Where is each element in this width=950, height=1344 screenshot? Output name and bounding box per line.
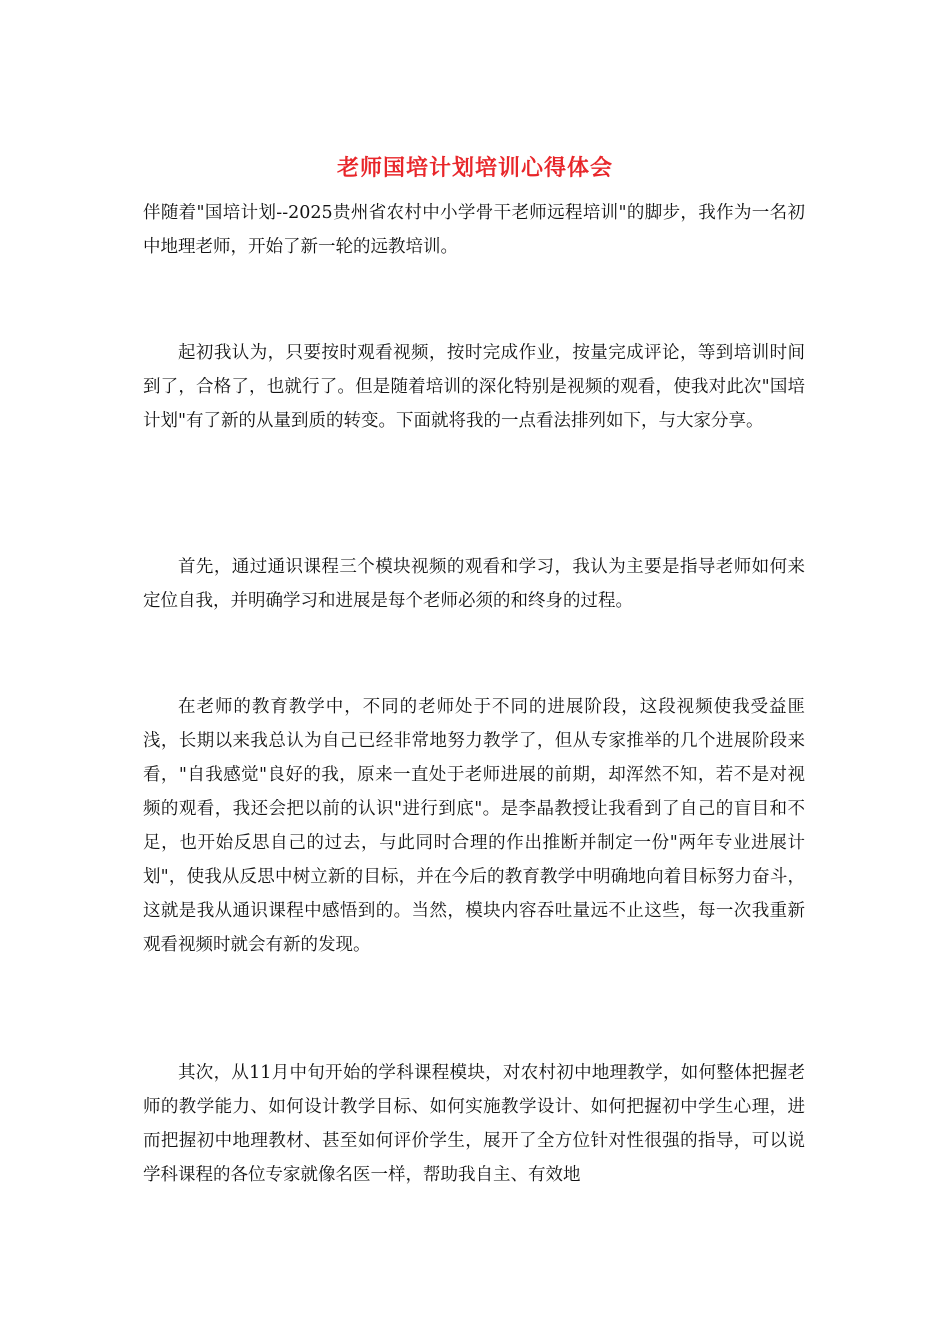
paragraph-second-point: 其次，从11月中旬开始的学科课程模块，对农村初中地理教学，如何整体把握老师的教学能力、如何设计教学目标、如何实施教学设计、如何把握初中学生心理，进而把握初中地理教材、甚至如何评价学生，展开了全方位针对性很强的指导，可以说学科课程的各位专家就像名医一样，帮助我自主、有效地: [143, 1063, 805, 1185]
paragraph-first-point: 首先，通过通识课程三个模块视频的观看和学习，我认为主要是指导老师如何来定位自我，并明确学习和进展是每个老师必须的和终身的过程。: [143, 557, 805, 611]
paragraph-intro: 伴随着"国培计划--2025贵州省农村中小学骨干老师远程培训"的脚步，我作为一名初中地理老师，开始了新一轮的远教培训。: [143, 203, 805, 257]
page-title: 老师国培计划培训心得体会: [336, 155, 613, 181]
paragraph-initial-view: 起初我认为，只要按时观看视频，按时完成作业，按量完成评论，等到培训时间到了，合格了，也就行了。但是随着培训的深化特别是视频的观看，使我对此次"国培计划"有了新的从量到质的转变。下面就将我的一点看法排列如下，与大家分享。: [143, 343, 805, 431]
paragraph-teaching-reflection: 在老师的教育教学中，不同的老师处于不同的进展阶段，这段视频使我受益匪浅，长期以来我总认为自己已经非常地努力教学了，但从专家推举的几个进展阶段来看，"自我感觉"良好的我，原来一直处于老师进展的前期，却浑然不知，若不是对视频的观看，我还会把以前的认识"进行到底"。是李晶教授让我看到了自己的盲目和不足，也开始反思自己的过去，与此同时合理的作出推断并制定一份"两年专业进展计划"，使我从反思中树立新的目标，并在今后的教育教学中明确地向着目标努力奋斗，这就是我从通识课程中感悟到的。当然，模块内容吞吐量远不止这些，每一次我重新观看视频时就会有新的发现。: [143, 697, 805, 955]
